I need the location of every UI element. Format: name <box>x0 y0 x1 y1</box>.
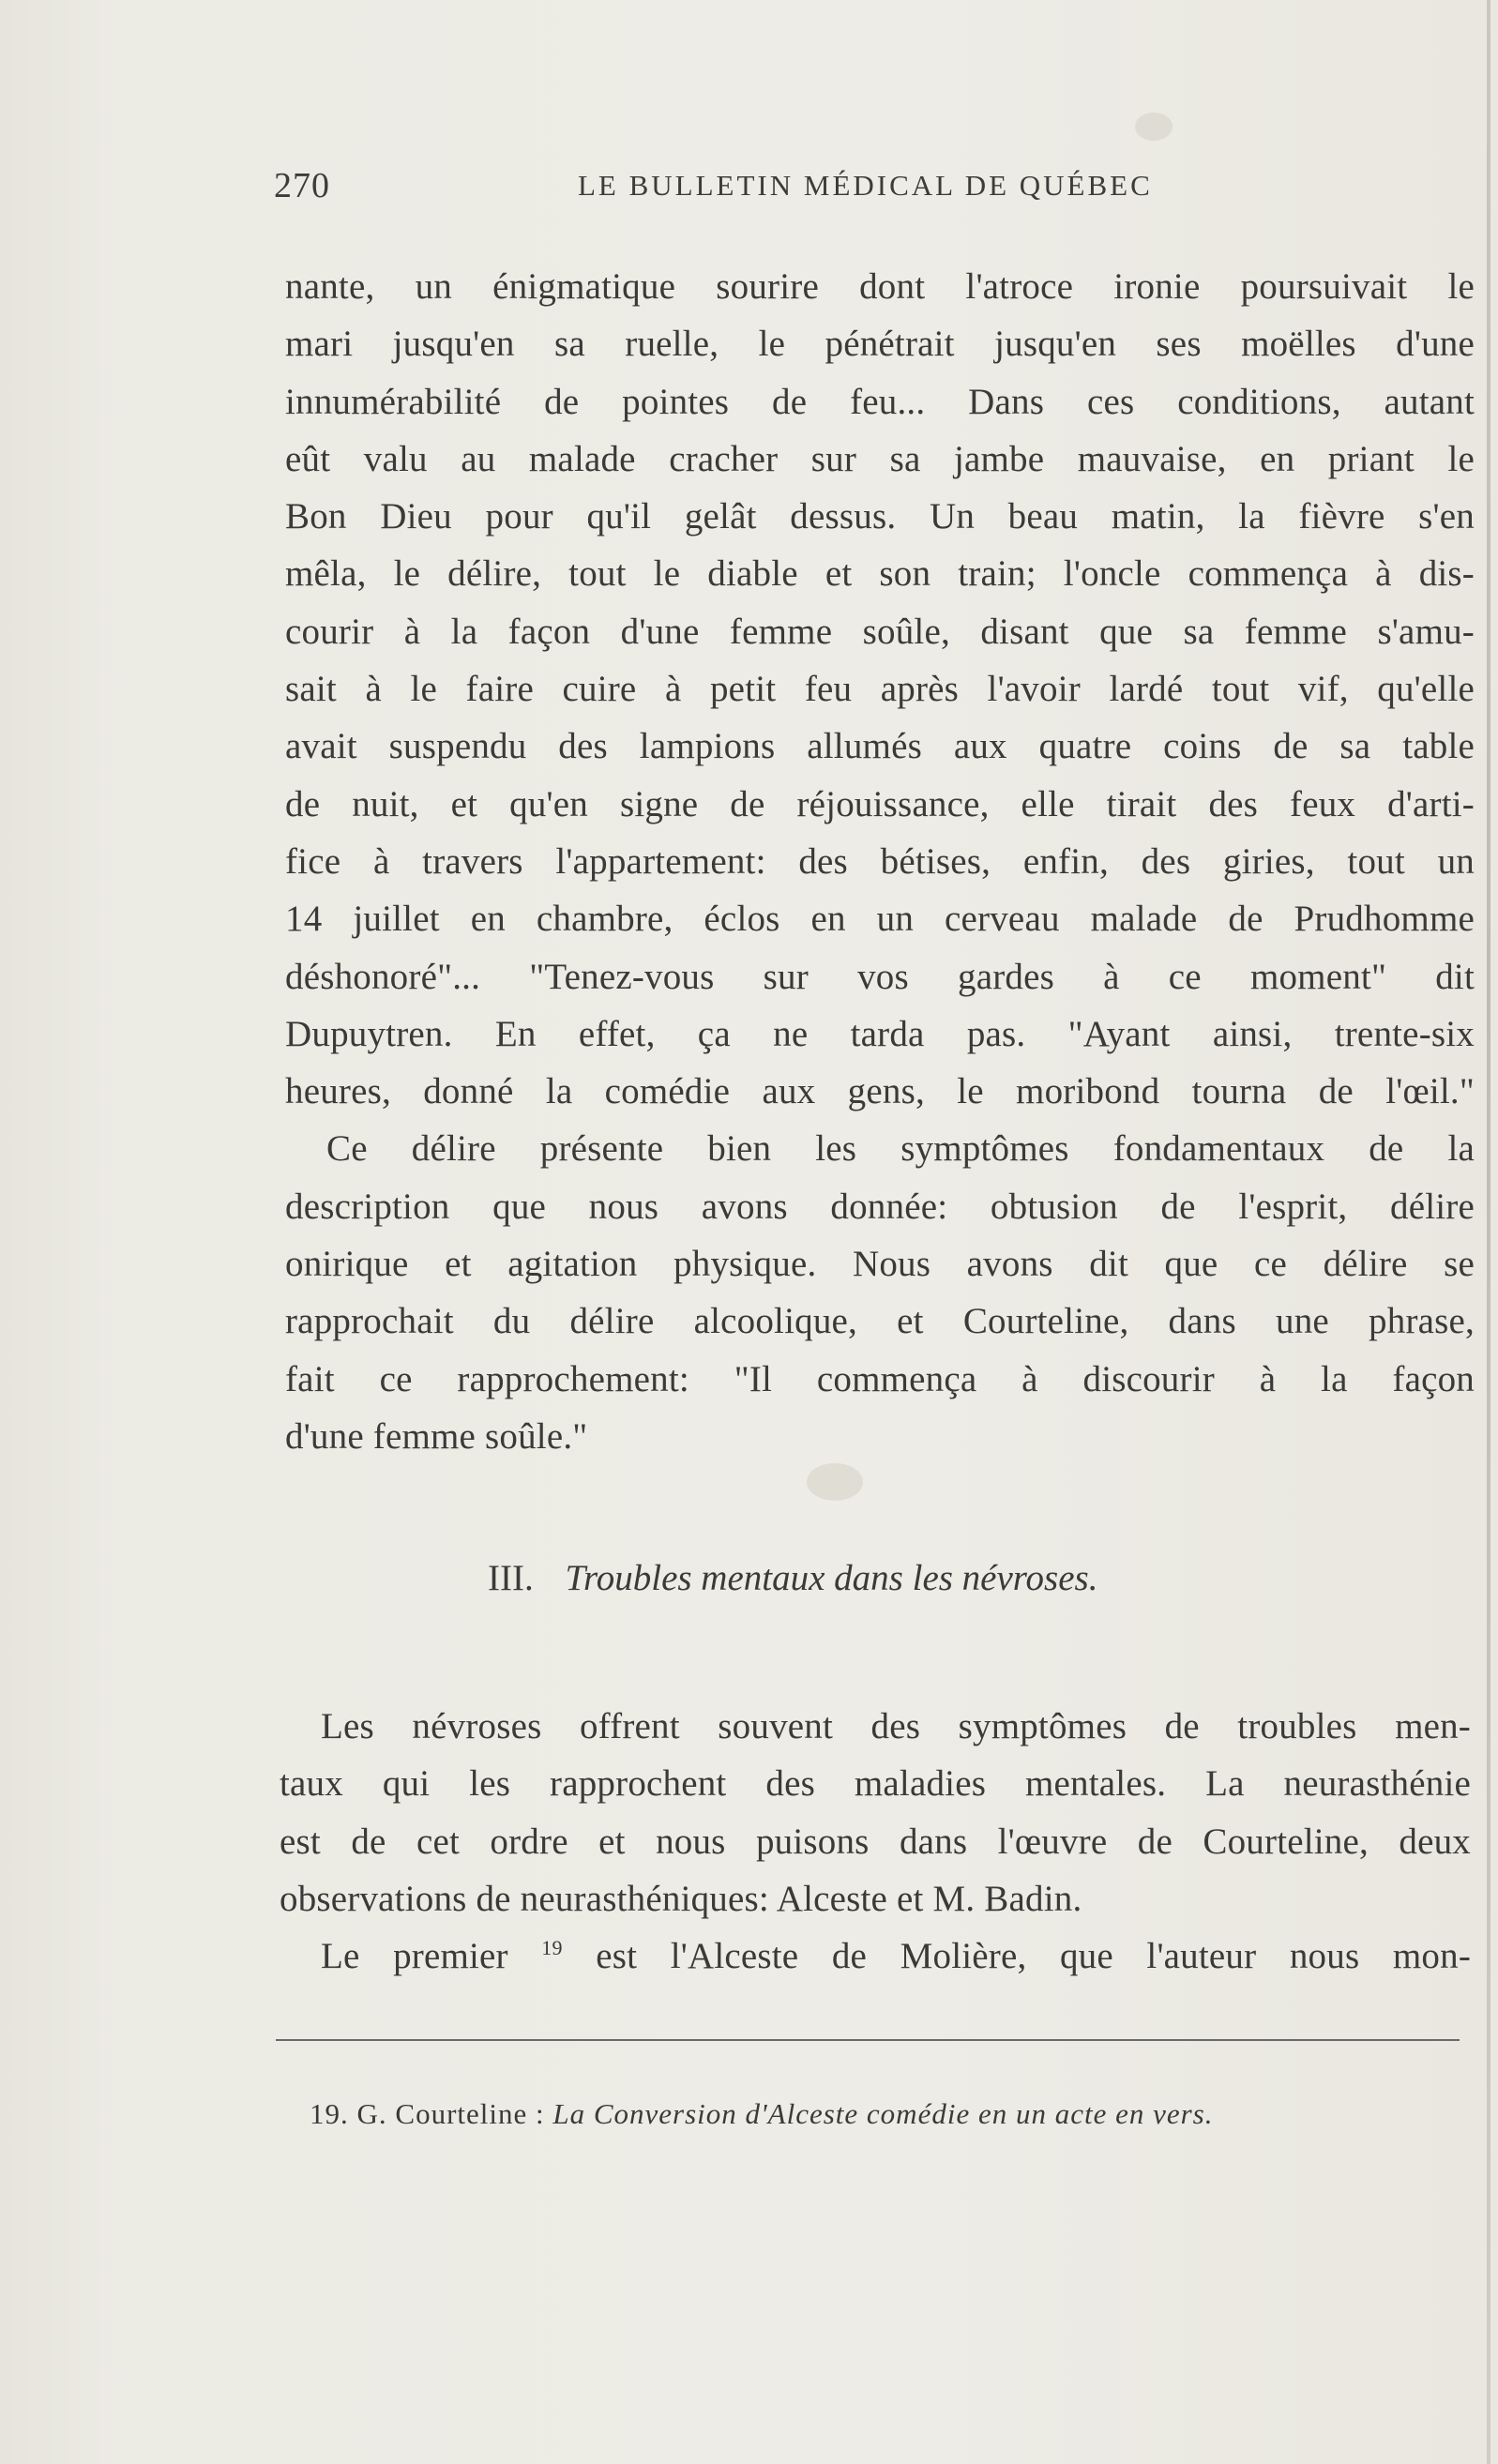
text-line: de nuit, et qu'en signe de réjouissance, elle tirait des feux d'arti- <box>285 783 1475 824</box>
text-line: mêla, le délire, tout le diable et son train; l'oncle commença à dis- <box>285 553 1475 595</box>
text-line: sait à le faire cuire à petit feu après l'avoir lardé tout vif, qu'elle <box>285 669 1475 710</box>
text-line: onirique et agitation physique. Nous avons dit que ce délire se <box>285 1244 1475 1285</box>
paper-stain <box>1135 113 1173 141</box>
text-line: Dupuytren. En effet, ça ne tarda pas. "Ayant ainsi, trente-six <box>285 1013 1475 1054</box>
page-number: 270 <box>274 166 330 205</box>
section-title: Troubles mentaux dans les névroses. <box>565 1558 1098 1598</box>
paragraph-quote <box>285 258 1475 1120</box>
running-header <box>274 165 1212 206</box>
text-line: nante, un énigmatique sourire dont l'atroce ironie poursuivait le <box>285 266 1475 307</box>
text-line: description que nous avons donnée: obtusion de l'esprit, délire <box>285 1186 1475 1227</box>
text-line: observations de neurasthéniques: Alceste et M. Badin. <box>280 1878 1082 1919</box>
text-line: mari jusqu'en sa ruelle, le pénétrait jusqu'en ses moëlles d'une <box>285 324 1475 365</box>
footnote <box>310 2097 1214 2131</box>
page-edge <box>1487 0 1490 2464</box>
text-line: 14 juillet en chambre, éclos en un cerveau malade de Prudhomme <box>285 899 1475 940</box>
text-line: Bon Dieu pour qu'il gelât dessus. Un beau matin, la fièvre s'en <box>285 496 1475 537</box>
text-line: rapprochait du délire alcoolique, et Courteline, dans une phrase, <box>285 1301 1475 1342</box>
running-title: LE BULLETIN MÉDICAL DE QUÉBEC <box>578 169 1153 202</box>
text-line: taux qui les rapprochent des maladies mentales. La neurasthénie <box>280 1763 1471 1805</box>
footnote-work: La Conversion d'Alceste comédie en un acte en vers. <box>552 2097 1214 2130</box>
text-line: Les névroses offrent souvent des symptômes de troubles men- <box>321 1706 1471 1746</box>
footnote-author: G. Courteline : <box>356 2097 545 2130</box>
paragraph-neuroses <box>280 1698 1471 1927</box>
paragraph-alceste <box>280 1927 1471 1985</box>
text-line: d'une femme soûle." <box>285 1415 588 1457</box>
text-line: fice à travers l'appartement: des bétises, enfin, des giries, tout un <box>285 840 1475 882</box>
footnote-number: 19. <box>310 2097 349 2130</box>
footnote-divider <box>276 2039 1460 2041</box>
text-line: Ce délire présente bien les symptômes fondamentaux de la <box>326 1128 1475 1170</box>
main-text-block <box>285 258 1475 1465</box>
text-line: déshonoré"... "Tenez-vous sur vos gardes à ce moment" dit <box>285 956 1475 997</box>
section-heading <box>488 1557 1097 1599</box>
text-line: heures, donné la comédie aux gens, le moribond tourna de l'œil." <box>285 1071 1475 1112</box>
text-line: eût valu au malade cracher sur sa jambe mauvaise, en priant le <box>285 438 1475 479</box>
text-line: fait ce rapprochement: "Il commença à discourir à la façon <box>285 1358 1475 1399</box>
text-line: courir à la façon d'une femme soûle, disant que sa femme s'amu- <box>285 611 1475 652</box>
paper-stain <box>807 1463 863 1501</box>
text-line <box>280 1927 1471 1985</box>
text-line: est de cet ordre et nous puisons dans l'œuvre de Courteline, deux <box>280 1821 1471 1862</box>
text-line: avait suspendu des lampions allumés aux quatre coins de sa table <box>285 726 1475 767</box>
footnote-reference[interactable]: 19 <box>541 1936 563 1960</box>
paragraph-analysis <box>285 1120 1475 1465</box>
text-fragment: est l'Alceste de Molière, que l'auteur nous mon- <box>596 1936 1472 1977</box>
section-number: III. <box>488 1558 534 1598</box>
text-fragment: Le premier <box>321 1936 508 1977</box>
section-text-block <box>280 1698 1471 1985</box>
text-line: innumérabilité de pointes de feu... Dans ces conditions, autant <box>285 381 1475 422</box>
